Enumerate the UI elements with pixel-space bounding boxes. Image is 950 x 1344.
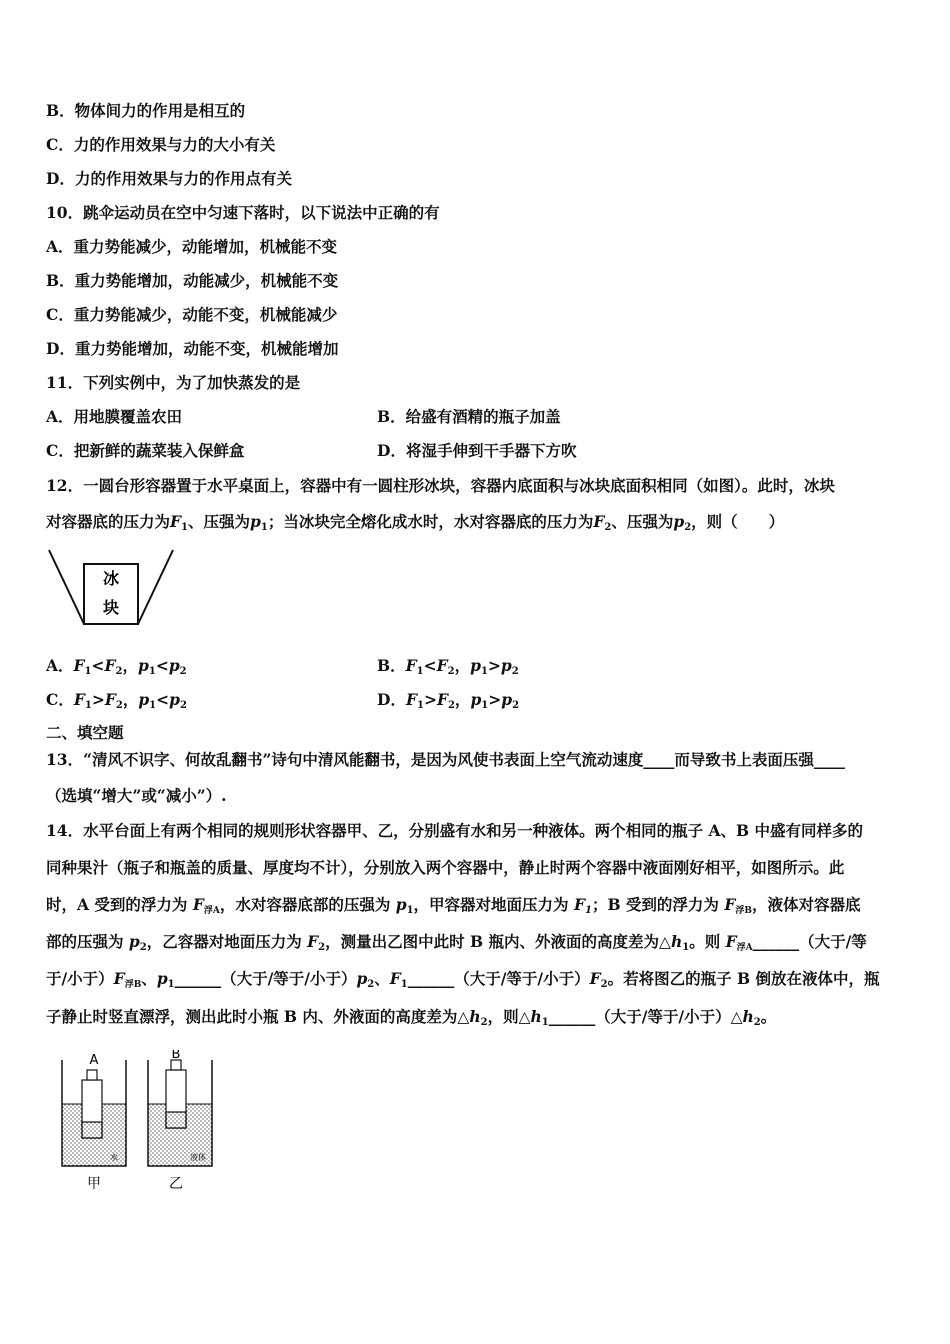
q10-option-c: C．重力势能减少，动能不变，机械能减少 — [46, 305, 338, 324]
container-jia-label: 甲 — [87, 1176, 101, 1192]
q14-line2: 同种果汁（瓶子和瓶盖的质量、厚度均不计），分别放入两个容器中，静止时两个容器中液面刚好相平，如图所示。此 — [46, 858, 845, 877]
q11-stem: 11．下列实例中，为了加快蒸发的是 — [46, 373, 301, 392]
q12-option-b: B．$F_1<F_2$，$p_1>p_2$ — [377, 656, 519, 677]
ice-label-1: 冰 — [102, 569, 120, 588]
q10-option-d: D．重力势能增加，动能不变，机械能增加 — [46, 339, 339, 358]
q11-option-a: A．用地膜覆盖农田 — [46, 407, 183, 426]
ice-container-figure — [46, 548, 176, 632]
q10-option-a: A．重力势能减少，动能增加，机械能不变 — [46, 237, 338, 256]
bottles-figure — [58, 1050, 218, 1204]
q14-line6: 子静止时竖直漂浮，测出此时小瓶 B 内、外液面的高度差为$\triangle h_2$，则$\triangle h_1\_\_\_\_\_\_$（大于/等于/小于）$\triangle h_2$。 — [46, 1007, 777, 1028]
q14-line4: 部的压强为 $p_2$，乙容器对地面压力为 $F_2$，测量出乙图中此时 B 瓶内、外液面的高度差为$\triangle h_1$。则 F浮A______（大于/等 — [46, 932, 867, 953]
ice-container-drawing — [46, 548, 176, 628]
q9-option-c: C．力的作用效果与力的大小有关 — [46, 135, 276, 154]
ice-label-2: 块 — [102, 598, 120, 617]
water-label: 水 — [110, 1153, 118, 1162]
q10-option-b: B．重力势能增加，动能减少，机械能不变 — [46, 271, 339, 290]
q12-stem-line2: 对容器底的压力为$F_1$、压强为$p_1$；当冰块完全熔化成水时，水对容器底的压力为$F_2$、压强为$p_2$，则（ ） — [46, 512, 785, 533]
q14-line1: 14．水平台面上有两个相同的规则形状容器甲、乙，分别盛有水和另一种液体。两个相同的瓶子 A、B 中盛有同样多的 — [46, 821, 863, 840]
bottle-a-label: A — [89, 1053, 99, 1068]
container-yi-label: 乙 — [169, 1176, 183, 1192]
q12-option-d: D．$F_1>F_2$，$p_1>p_2$ — [377, 690, 520, 711]
q11-option-d: D．将湿手伸到干手器下方吹 — [377, 441, 577, 460]
q12-option-c: C．$F_1>F_2$，$p_1<p_2$ — [46, 690, 187, 711]
q13-line2: （选填“增大”或“减小”）. — [46, 786, 227, 805]
bottles-drawing — [58, 1050, 218, 1200]
liquid-label: 液体 — [190, 1153, 206, 1162]
q11-option-b: B．给盛有酒精的瓶子加盖 — [377, 407, 561, 426]
q9-option-d: D．力的作用效果与力的作用点有关 — [46, 169, 292, 188]
q12-stem-line1: 12．一圆台形容器置于水平桌面上，容器中有一圆柱形冰块，容器内底面积与冰块底面积相同（如图）。此时，冰块 — [46, 476, 835, 495]
bottle-b-label: B — [171, 1050, 181, 1062]
q14-line3: 时，A 受到的浮力为 F浮A，水对容器底部的压强为 $p_1$，甲容器对地面压力为 $F_1$；B 受到的浮力为 F浮B，液体对容器底 — [46, 895, 861, 916]
q13-line1: 13．“清风不识字、何故乱翻书”诗句中清风能翻书，是因为风使书表面上空气流动速度____而导致书上表面压强____ — [46, 750, 845, 769]
section-title: 二、填空题 — [46, 723, 124, 742]
q9-option-b: B．物体间力的作用是相互的 — [46, 101, 246, 120]
q10-stem: 10．跳伞运动员在空中匀速下落时，以下说法中正确的有 — [46, 203, 440, 222]
q14-line5: 于/小于）F浮B、$p_1\_\_\_\_\_\_$（大于/等于/小于）$p_2$、$F_1\_\_\_\_\_\_$（大于/等于/小于）$F_2$。若将图乙的瓶子 B 倒放在液体中，瓶 — [46, 969, 880, 990]
q12-option-a: A．$F_1<F_2$，$p_1<p_2$ — [46, 656, 187, 677]
q11-option-c: C．把新鲜的蔬菜装入保鲜盒 — [46, 441, 245, 460]
